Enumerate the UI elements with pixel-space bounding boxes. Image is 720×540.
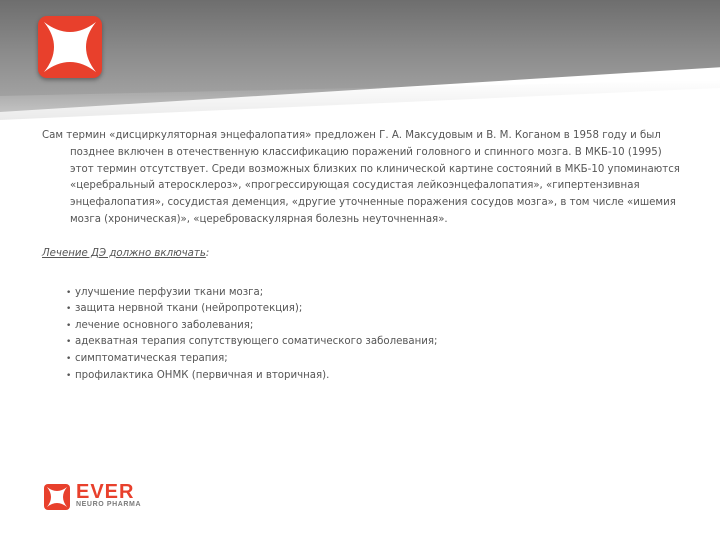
brand-name: EVER	[76, 481, 135, 503]
slide-content	[42, 128, 682, 384]
bullet: •	[66, 337, 72, 348]
list-item-text: профилактика ОНМК (первичная и вторичная).	[75, 369, 330, 381]
treatment-heading-text: Лечение ДЭ должно включать	[42, 247, 206, 259]
list-item	[66, 334, 682, 351]
list-item	[66, 368, 682, 385]
bullet: •	[66, 287, 72, 298]
list-item	[66, 301, 682, 318]
list-item-text: лечение основного заболевания;	[75, 319, 254, 331]
list-item-text: защита нервной ткани (нейропротекция);	[75, 303, 303, 315]
bullet: •	[66, 304, 72, 315]
bullet: •	[66, 353, 72, 364]
bullet: •	[66, 320, 72, 331]
brand-logo	[44, 482, 164, 512]
list-item-text: адекватная терапия сопутствующего соматического заболевания;	[75, 336, 438, 348]
list-item-text: симптоматическая терапия;	[75, 352, 228, 364]
list-item	[66, 318, 682, 335]
star-cross-logo-icon	[38, 16, 102, 78]
list-item-text: улучшение перфузии ткани мозга;	[75, 286, 264, 298]
treatment-list	[42, 285, 682, 385]
bullet: •	[66, 370, 72, 381]
treatment-heading-colon: :	[205, 247, 210, 259]
intro-paragraph: Сам термин «дисциркуляторная энцефалопатия» предложен Г. А. Максудовым и В. М. Коганом в 1958 году и был позднее включен в отечественную классификацию поражений головного и спинного мозга. В МКБ-10 (1995) этот термин отсутствует. Среди возможных близких по клинической картине состояний в МКБ-10 упоминаются «церебральный атеросклероз», «прогрессирующая сосудистая лейкоэнцефалопатия», «гипертензивная энцефалопатия», сосудистая деменция, «другие уточненные поражения сосудов мозга», в том числе «ишемия мозга (хроническая)», «цереброваскулярная болезнь неуточненная».	[42, 130, 680, 225]
brand-subtitle: NEURO PHARMA	[76, 501, 142, 508]
list-item	[66, 285, 682, 302]
brand-star-icon	[44, 484, 70, 510]
treatment-heading	[42, 246, 682, 263]
list-item	[66, 351, 682, 368]
